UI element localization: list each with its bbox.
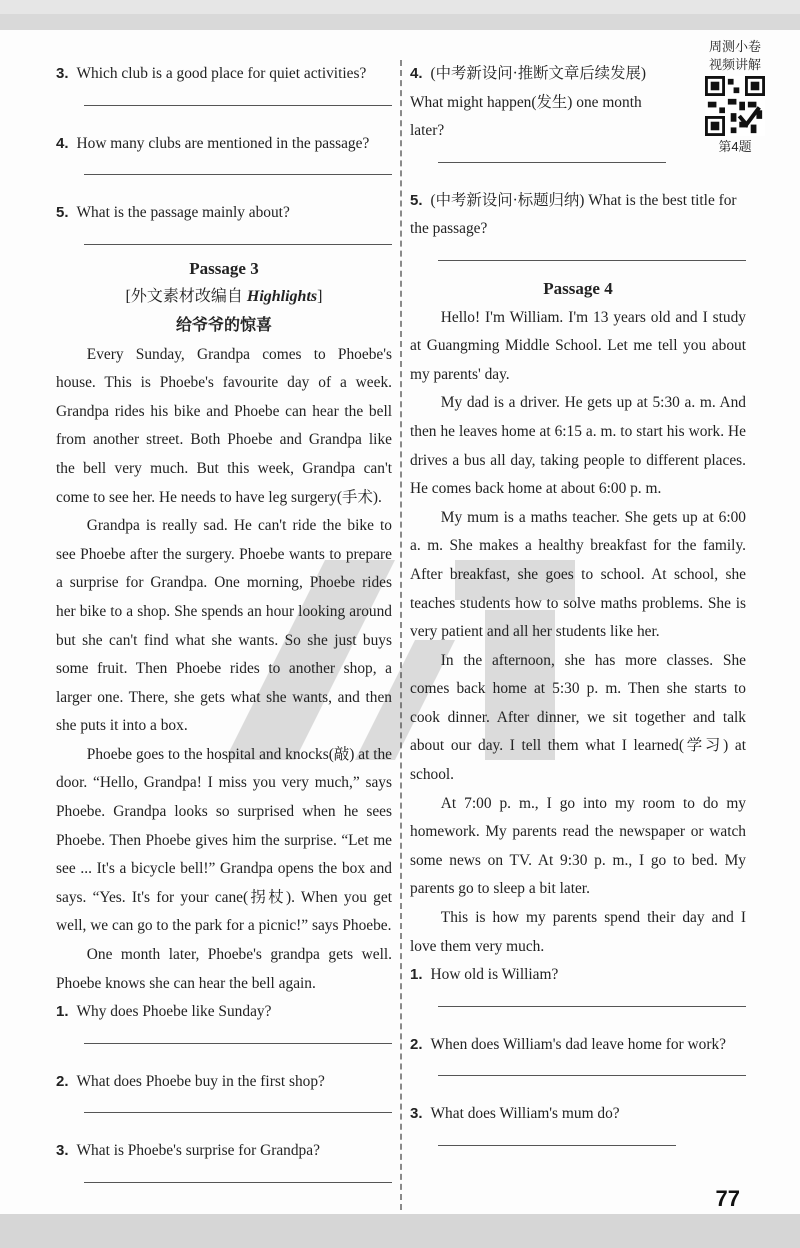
question-item bbox=[56, 130, 392, 159]
passage3-title: Passage 3 bbox=[189, 258, 259, 278]
passage-paragraph: One month later, Phoebe's grandpa gets well. Phoebe knows she can hear the bell again. bbox=[56, 946, 392, 992]
side-tag-title: 周测小卷 bbox=[708, 39, 761, 54]
question-text: When does William's dad leave home for work? bbox=[430, 1035, 726, 1053]
answer-line[interactable] bbox=[84, 1043, 392, 1044]
question-item bbox=[56, 1137, 392, 1166]
passage-paragraph: My dad is a driver. He gets up at 5:30 a. m. And then he leaves home at 6:15 a. m. to start his work. He drives a bus all day, taking people to different places. He comes back home at about 6:00 p. m. bbox=[410, 394, 746, 498]
question-number: 4. bbox=[56, 134, 69, 152]
question-item bbox=[410, 60, 672, 146]
passage-paragraph: Grandpa is really sad. He can't ride the bike to see Phoebe after the surgery. Phoebe wants to prepare a surprise for Grandpa. One morning, Phoebe rides her bike to a shop. She spends an hour looking around but she can't find what she wants. So she just buys some fruit. Then Phoebe rides to another shop, a larger one. There, she gets what she wants, and then she puts it into a box. bbox=[56, 517, 392, 735]
source-suffix: ] bbox=[317, 288, 323, 306]
column-divider bbox=[400, 60, 402, 1210]
answer-line[interactable] bbox=[438, 162, 666, 163]
question-item bbox=[56, 60, 392, 89]
source-highlight: Highlights bbox=[246, 288, 318, 306]
question-item bbox=[56, 199, 392, 228]
answer-line[interactable] bbox=[438, 1075, 746, 1076]
question-number: 5. bbox=[56, 204, 69, 222]
question-text: What is the passage mainly about? bbox=[76, 204, 290, 222]
right-column bbox=[410, 60, 746, 1170]
answer-line[interactable] bbox=[84, 105, 392, 106]
page-number: 77 bbox=[715, 1186, 740, 1211]
answer-line[interactable] bbox=[84, 1182, 392, 1183]
passage-paragraph: Phoebe goes to the hospital and knocks(敲) at the door. “Hello, Grandpa! I miss you very much,” says Phoebe. Grandpa looks so surprised when he sees Phoebe. Then Phoebe gives him the surprise. “Let me see ... It's a bicycle bell!” Grandpa opens the box and says. “Yes. It's for your cane(拐杖). When you get well, we can go to the park for a picnic!” says Phoebe. bbox=[56, 745, 392, 935]
answer-line[interactable] bbox=[438, 1145, 676, 1146]
question-text: Which club is a good place for quiet activities? bbox=[76, 65, 367, 82]
passage-paragraph: Every Sunday, Grandpa comes to Phoebe's house. This is Phoebe's favourite day of a week. Grandpa rides his bike and Phoebe can hear the bell from another street. Both Phoebe and Grandpa like the bell very much. But this week, Grandpa can't come to see her. He needs to have leg surgery(手术). bbox=[56, 345, 392, 506]
question-text: How many clubs are mentioned in the passage? bbox=[76, 134, 370, 152]
passage3-subtitle: 给爷爷的惊喜 bbox=[175, 316, 272, 334]
bottom-shadow-bar bbox=[0, 1214, 800, 1248]
answer-line[interactable] bbox=[438, 1006, 746, 1007]
question-number: 5. bbox=[410, 191, 423, 209]
question-number: 2. bbox=[410, 1035, 423, 1053]
question-item bbox=[410, 1031, 746, 1060]
left-column bbox=[56, 60, 392, 1207]
passage-paragraph: Hello! I'm William. I'm 13 years old and I study at Guangming Middle School. Let me tell you about my parents' day. bbox=[410, 308, 746, 383]
question-text: (中考新设问·标题归纳) What is the best title for the passage? bbox=[410, 191, 737, 238]
question-item bbox=[56, 1068, 392, 1097]
answer-line[interactable] bbox=[438, 260, 746, 261]
question-item bbox=[410, 961, 746, 990]
answer-line[interactable] bbox=[84, 174, 392, 175]
top-shadow-bar bbox=[0, 0, 800, 30]
passage-paragraph: This is how my parents spend their day and I love them very much. bbox=[410, 909, 746, 955]
answer-line[interactable] bbox=[84, 244, 392, 245]
qr-code-icon[interactable] bbox=[705, 76, 765, 136]
source-prefix: [外文素材改编自 bbox=[125, 288, 247, 306]
question-number: 3. bbox=[56, 65, 69, 82]
passage3-source bbox=[56, 283, 392, 312]
question-text: What is Phoebe's surprise for Grandpa? bbox=[76, 1142, 320, 1160]
question-number: 3. bbox=[410, 1105, 423, 1123]
passage-paragraph: My mum is a maths teacher. She gets up at 6:00 a. m. She makes a healthy breakfast for the family. After breakfast, she goes to school. At school, she teaches students how to solve maths problems. She is very patient and all her students like her. bbox=[410, 508, 746, 641]
question-text: Why does Phoebe like Sunday? bbox=[76, 1003, 272, 1021]
question-number: 2. bbox=[56, 1072, 69, 1090]
video-explain-tag bbox=[700, 38, 770, 156]
question-text: (中考新设问·推断文章后续发展) What might happen(发生) one month later? bbox=[410, 65, 646, 140]
question-item bbox=[56, 998, 392, 1027]
side-tag-caption: 第4题 bbox=[718, 139, 752, 154]
question-text: What does William's mum do? bbox=[430, 1105, 620, 1123]
question-text: What does Phoebe buy in the first shop? bbox=[76, 1072, 325, 1090]
question-number: 1. bbox=[56, 1003, 69, 1021]
question-number: 4. bbox=[410, 65, 423, 82]
answer-line[interactable] bbox=[84, 1112, 392, 1113]
passage-paragraph: At 7:00 p. m., I go into my room to do my homework. My parents read the newspaper or watch some news on TV. At 9:30 p. m., I go to bed. My parents go to sleep a bit later. bbox=[410, 794, 746, 898]
question-item bbox=[410, 187, 746, 244]
question-text: How old is William? bbox=[430, 966, 559, 984]
question-item bbox=[410, 1100, 746, 1129]
question-number: 1. bbox=[410, 966, 423, 984]
passage-paragraph: In the afternoon, she has more classes. She comes back home at 5:30 p. m. Then she starts to cook dinner. After dinner, we sit together and talk about our day. I tell them what I learned(学习) at school. bbox=[410, 651, 746, 784]
side-tag-subtitle: 视频讲解 bbox=[708, 57, 761, 72]
question-number: 3. bbox=[56, 1142, 69, 1160]
left-top-questions bbox=[56, 60, 392, 245]
passage4-title: Passage 4 bbox=[543, 278, 613, 298]
